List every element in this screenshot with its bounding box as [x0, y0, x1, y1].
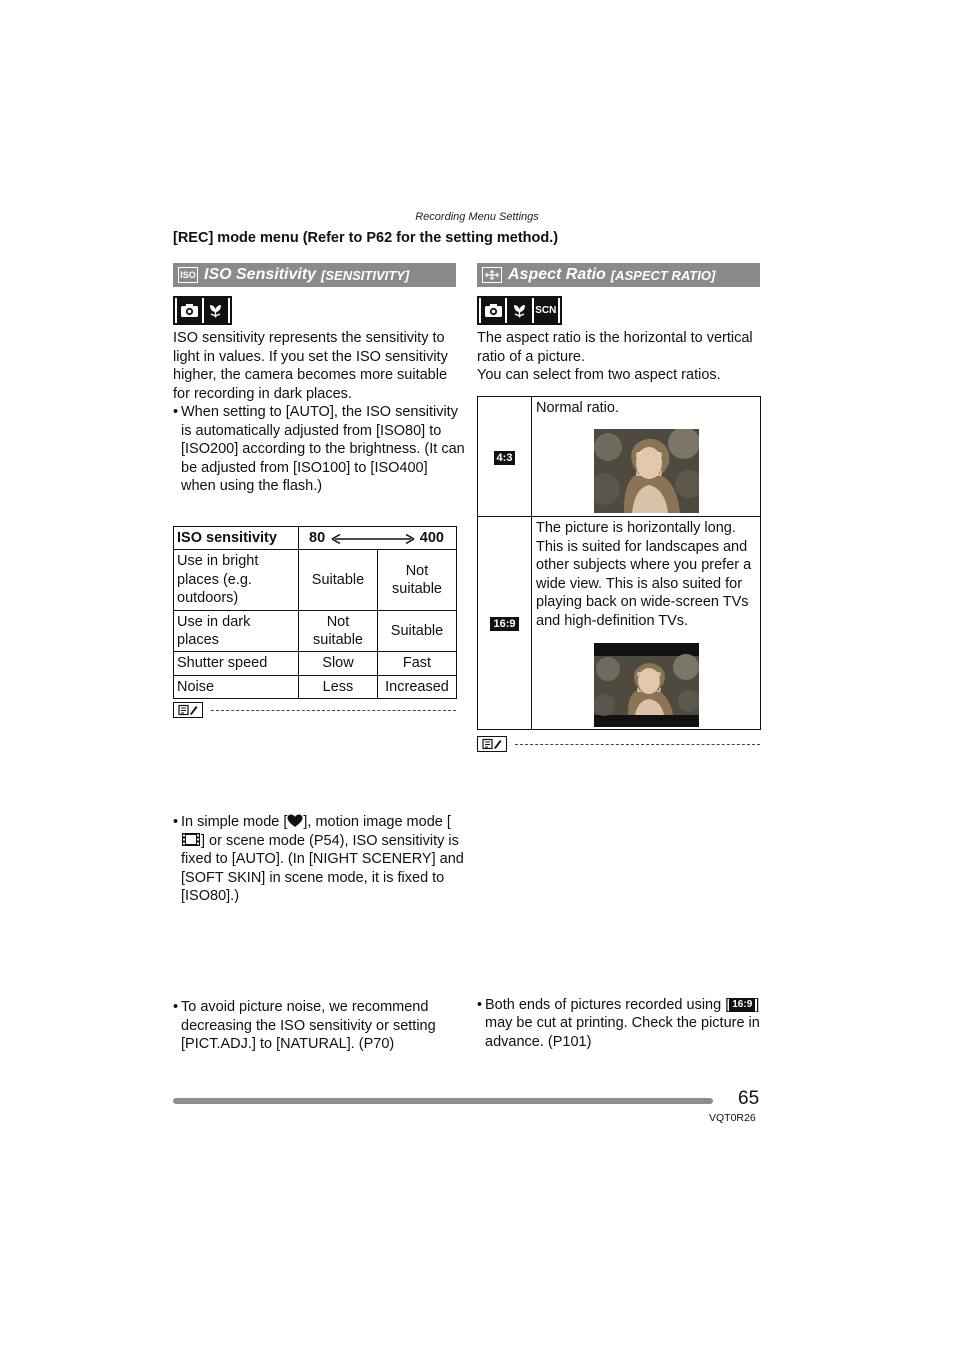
macro-mode-icon: [204, 298, 229, 323]
table-row: [174, 675, 457, 698]
aspect-note-part-a: Both ends of pictures recorded using [: [485, 996, 730, 1013]
footer-bar: [173, 1098, 713, 1104]
ratio-4-3-text: Normal ratio.: [536, 400, 619, 416]
aspect-mode-icons: [477, 296, 562, 325]
aspect-note-part-b: ] may be cut at printing. Check the picture in advance. (P101): [485, 996, 760, 1050]
aspect-intro-line-2: You can select from two aspect ratios.: [477, 367, 721, 384]
photo-4-3: [594, 429, 699, 513]
aspect-ratio-icon: [482, 267, 502, 283]
memo-note-icon: [173, 702, 203, 718]
iso-note-1-part-b: ], motion image mode [: [303, 813, 451, 830]
scene-mode-icon: SCN: [534, 298, 558, 323]
table-row: [174, 610, 457, 652]
motion-image-icon: [181, 832, 201, 847]
macro-mode-icon: [507, 298, 531, 323]
aspect-ratio-table: [477, 396, 761, 730]
iso-intro: ISO sensitivity represents the sensitivity to light in values. If you set the ISO sensitivity higher, the camera becomes more suitable for recording in dark places.: [173, 330, 448, 402]
ratio-4-3-badge: 4:3: [494, 451, 516, 465]
iso-auto-bullet: [173, 403, 466, 496]
ratio-badge-cell: [478, 397, 532, 517]
row-high-value: Fast: [378, 652, 457, 675]
iso-auto-bullet-text: When setting to [AUTO], the ISO sensitivity is automatically adjusted from [ISO80] to [ISO200] according to the brightness. (It can be adjusted from [ISO100] to [ISO400] when using the flash.): [181, 404, 465, 495]
rec-menu-reference: [REC] mode menu (Refer to P62 for the setting method.): [173, 230, 559, 246]
row-label: Use in bright places (e.g. outdoors): [174, 550, 299, 610]
ratio-description-cell: [532, 517, 761, 730]
row-low-value: Less: [299, 675, 378, 698]
iso-note-2-text: To avoid picture noise, we recommend decreasing the ISO sensitivity or setting [PICT.ADJ.] to [NATURAL]. (P70): [181, 998, 436, 1053]
row-high-value: Suitable: [378, 610, 457, 652]
iso-section-title: ISO Sensitivity: [204, 266, 317, 283]
dashed-divider: [515, 744, 760, 745]
row-high-value: Increased: [378, 675, 457, 698]
ratio-16-9-badge: 16:9: [490, 617, 518, 631]
row-high-value: Not suitable: [378, 550, 457, 610]
ratio-description-cell: [532, 397, 761, 517]
aspect-intro-line-1: The aspect ratio is the horizontal to vertical ratio of a picture.: [477, 330, 753, 365]
camera-mode-icon: [481, 298, 505, 323]
heart-icon: [287, 814, 303, 828]
iso-note-1-part-c: ] or scene mode (P54), ISO sensitivity is fixed to [AUTO]. (In [NIGHT SCENERY] and [SOFT SKIN] in scene mode, it is fixed to [ISO80].): [181, 832, 464, 905]
iso-section-header: [173, 263, 456, 287]
aspect-note-printing: [477, 996, 770, 1052]
aspect-notes-divider: [477, 735, 760, 753]
ratio-16-9-inline-badge: 16:9: [729, 998, 755, 1012]
iso-note-1-part-a: In simple mode [: [181, 813, 288, 830]
table-header-label: ISO sensitivity: [174, 527, 299, 550]
row-label: Use in dark places: [174, 610, 299, 652]
iso-high-value: 400: [419, 530, 444, 546]
page-number: 65: [738, 1088, 760, 1109]
iso-icon: ISO: [178, 267, 198, 283]
dashed-divider: [211, 710, 456, 711]
ratio-badge-cell: [478, 517, 532, 730]
table-row: [174, 652, 457, 675]
iso-range-arrow-icon: [331, 533, 415, 545]
photo-16-9: [594, 643, 699, 727]
row-label: Shutter speed: [174, 652, 299, 675]
camera-mode-icon: [177, 298, 202, 323]
running-title: Recording Menu Settings: [415, 211, 539, 223]
table-row: [478, 397, 761, 517]
memo-note-icon: [477, 736, 507, 752]
iso-notes-divider: [173, 701, 456, 719]
table-row: [478, 517, 761, 730]
iso-sensitivity-table: [173, 526, 457, 699]
table-row: [174, 550, 457, 610]
row-label: Noise: [174, 675, 299, 698]
aspect-intro: [477, 329, 767, 385]
aspect-section-header: [477, 263, 760, 287]
row-low-value: Suitable: [299, 550, 378, 610]
iso-scale-header: [299, 527, 457, 550]
iso-low-value: 80: [309, 530, 326, 546]
aspect-section-title: Aspect Ratio: [508, 266, 606, 283]
iso-mode-icons: [173, 296, 232, 325]
aspect-section-subtitle: [ASPECT RATIO]: [610, 267, 716, 283]
model-code: VQT0R26: [709, 1112, 756, 1124]
table-header-row: [174, 527, 457, 550]
ratio-16-9-text: The picture is horizontally long. This is suited for landscapes and other subjects where you prefer a wide view. This is also suited for playing back on wide-screen TVs and high-definition TVs.: [536, 520, 752, 629]
row-low-value: Slow: [299, 652, 378, 675]
iso-section-subtitle: [SENSITIVITY]: [321, 267, 410, 283]
iso-note-simple-mode: [173, 813, 466, 906]
row-low-value: Not suitable: [299, 610, 378, 652]
iso-note-picture-noise: [173, 998, 466, 1054]
